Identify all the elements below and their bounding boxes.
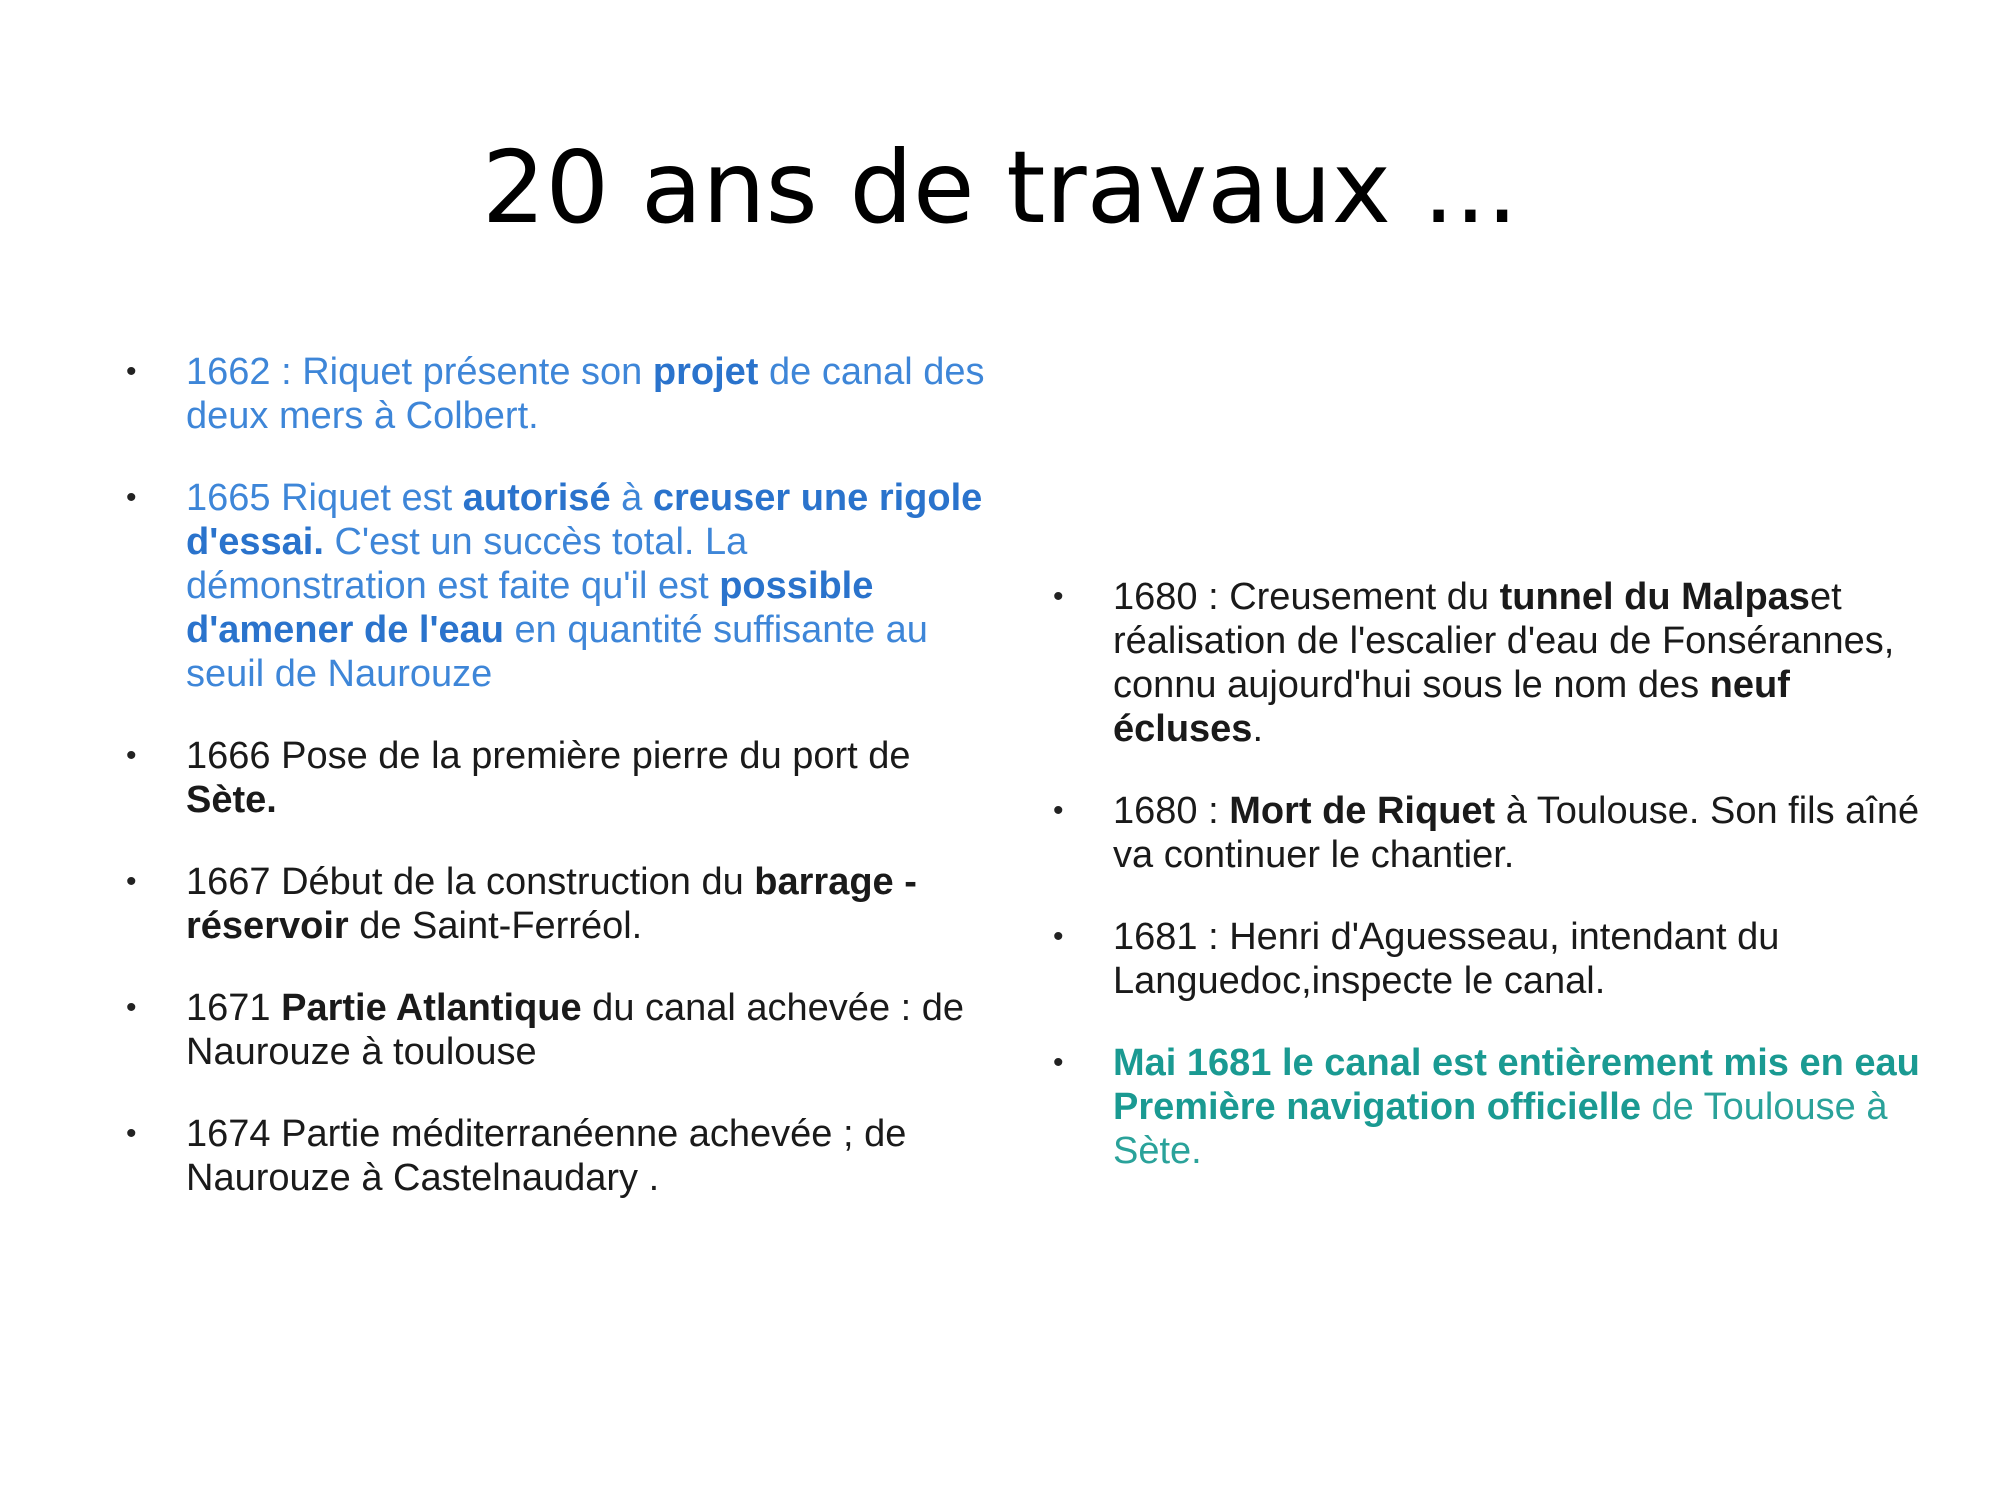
bullet-icon: • [126, 481, 137, 514]
list-item: • 1681 : Henri d'Aguesseau, intendant du Languedoc,inspecte le canal. [1053, 916, 1780, 1002]
bullet-icon: • [1053, 920, 1064, 953]
bullet-icon: • [126, 739, 137, 772]
list-item: • 1680 : Mort de Riquet à Toulouse. Son fils aîné va continuer le chantier. [1053, 790, 1920, 876]
list-item: • 1667 Début de la construction du barrage -réservoir de Saint-Ferréol. [126, 861, 917, 947]
list-item: • 1662 : Riquet présente son projet de canal des deux mers à Colbert. [126, 351, 985, 437]
bullet-icon: • [126, 865, 137, 898]
right-column-list [1045, 575, 1945, 1211]
bullet-icon: • [126, 991, 137, 1024]
list-item: • 1665 Riquet est autorisé à creuser une rigole d'essai. C'est un succès total. La démonstration est faite qu'il est possible d'amener de l'eau en quantité suffisante au seuil de Naurouze [126, 477, 983, 695]
list-item: • 1680 : Creusement du tunnel du Malpaset réalisation de l'escalier d'eau de Fonsérannes, connu aujourd'hui sous le nom des neuf écluses. [1053, 576, 1895, 750]
list-item: • 1674 Partie méditerranéenne achevée ; de Naurouze à Castelnaudary . [126, 1113, 907, 1199]
list-item: • 1666 Pose de la première pierre du port de Sète. [126, 735, 911, 821]
bullet-icon: • [1053, 580, 1064, 613]
left-column-list [118, 350, 998, 1238]
slide-title: 20 ans de travaux ... [481, 129, 1519, 246]
list-item: • Mai 1681 le canal est entièrement mis en eau Première navigation officielle de Toulouse à Sète. [1053, 1042, 1920, 1172]
bullet-icon: • [1053, 1046, 1064, 1079]
bullet-icon: • [126, 1117, 137, 1150]
bullet-icon: • [1053, 794, 1064, 827]
bullet-icon: • [126, 355, 137, 388]
list-item: • 1671 Partie Atlantique du canal achevée : de Naurouze à toulouse [126, 987, 965, 1073]
